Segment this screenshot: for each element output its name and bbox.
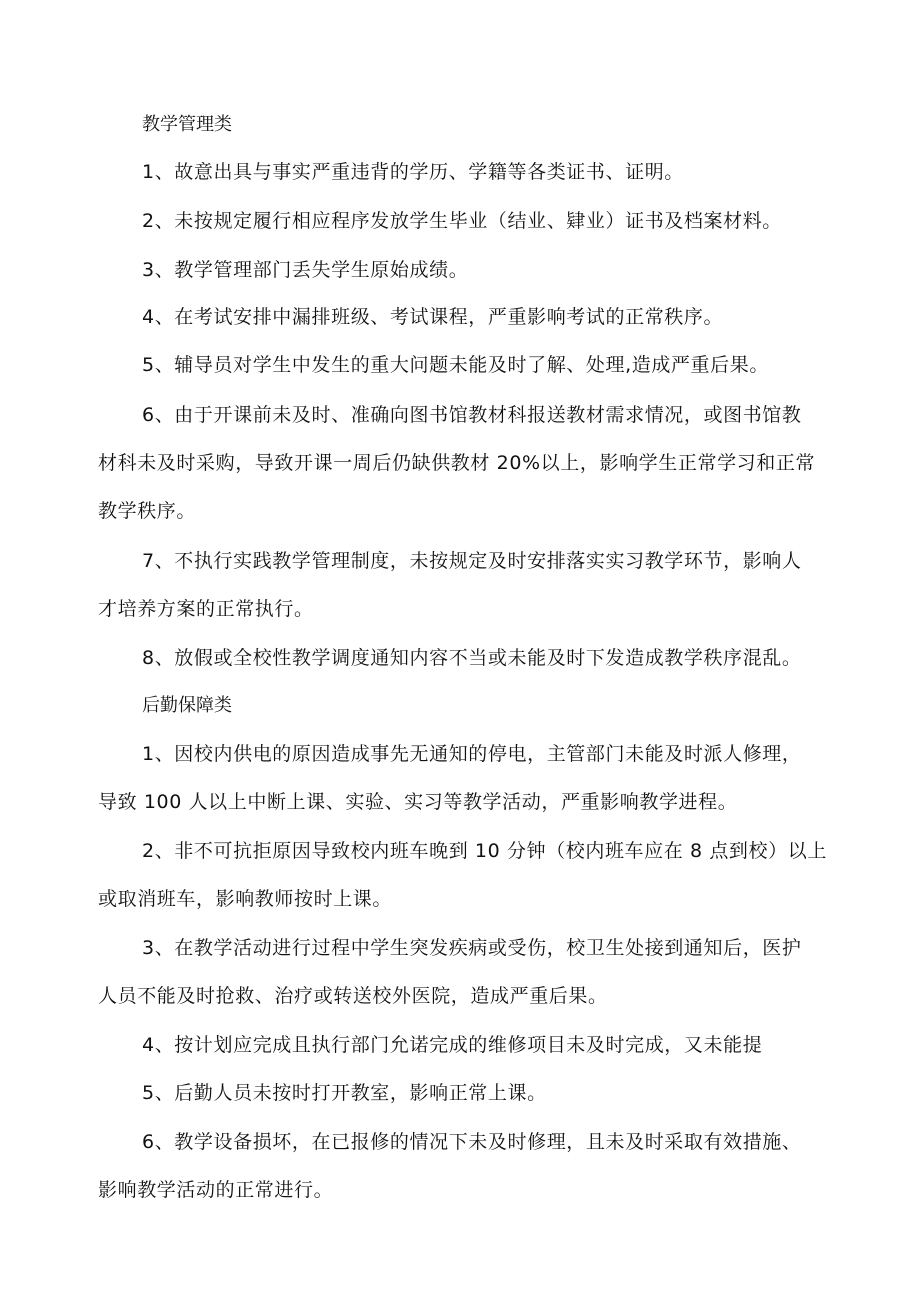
- logistics-item-4: 4、按计划应完成且执行部门允诺完成的维修项目未及时完成，又未能提: [142, 1034, 763, 1056]
- teaching-item-2: 2、未按规定履行相应程序发放学生毕业（结业、肄业）证书及档案材料。: [142, 210, 782, 232]
- teaching-item-1: 1、故意出具与事实严重违背的学历、学籍等各类证书、证明。: [142, 161, 684, 183]
- section-heading-teaching: 教学管理类: [142, 114, 232, 135]
- logistics-item-1-line-2: 导致 100 人以上中断上课、实验、实习等教学活动，严重影响教学进程。: [98, 791, 738, 813]
- logistics-item-3-line-2: 人员不能及时抢救、治疗或转送校外医院，造成严重后果。: [98, 985, 608, 1007]
- logistics-item-2-line-1: 2、非不可抗拒原因导致校内班车晚到 10 分钟（校内班车应在 8 点到校）以上: [142, 840, 827, 862]
- logistics-item-2-line-2: 或取消班车，影响教师按时上课。: [98, 888, 393, 910]
- section-heading-logistics: 后勤保障类: [142, 695, 232, 716]
- teaching-item-8: 8、放假或全校性教学调度通知内容不当或未能及时下发造成教学秩序混乱。: [142, 647, 802, 669]
- teaching-item-4: 4、在考试安排中漏排班级、考试课程，严重影响考试的正常秩序。: [142, 306, 724, 328]
- teaching-item-6-line-3: 教学秩序。: [98, 500, 197, 522]
- logistics-item-6-line-2: 影响教学活动的正常进行。: [98, 1179, 334, 1201]
- logistics-item-1-line-1: 1、因校内供电的原因造成事先无通知的停电，主管部门未能及时派人修理，: [142, 743, 802, 765]
- logistics-item-5: 5、后勤人员未按时打开教室，影响正常上课。: [142, 1082, 547, 1104]
- teaching-item-5: 5、辅导员对学生中发生的重大问题未能及时了解、处理,造成严重后果。: [142, 354, 769, 376]
- teaching-item-6-line-2: 材科未及时采购，导致开课一周后仍缺供教材 20%以上，影响学生正常学习和正常: [98, 452, 816, 474]
- teaching-item-3: 3、教学管理部门丢失学生原始成绩。: [142, 259, 469, 281]
- teaching-item-7-line-2: 才培养方案的正常执行。: [98, 598, 314, 620]
- teaching-item-6-line-1: 6、由于开课前未及时、准确向图书馆教材科报送教材需求情况，或图书馆教: [142, 404, 802, 426]
- logistics-item-3-line-1: 3、在教学活动进行过程中学生突发疾病或受伤，校卫生处接到通知后，医护: [142, 937, 802, 959]
- teaching-item-7-line-1: 7、不执行实践教学管理制度，未按规定及时安排落实实习教学环节，影响人: [142, 550, 802, 572]
- logistics-item-6-line-1: 6、教学设备损坏，在已报修的情况下未及时修理，且未及时采取有效措施、: [142, 1131, 802, 1153]
